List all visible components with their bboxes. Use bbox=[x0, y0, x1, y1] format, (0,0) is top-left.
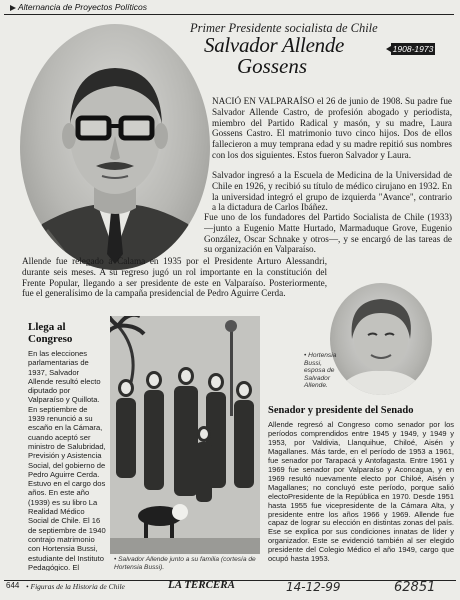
bio-paragraph-2 bbox=[212, 170, 452, 214]
bio-paragraph-4 bbox=[22, 256, 327, 312]
subtitle: Primer Presidente socialista de Chile bbox=[190, 21, 378, 35]
portrait-salvador-allende bbox=[20, 24, 210, 270]
years-badge: 1908-1973 bbox=[392, 44, 434, 54]
caption-hortensia: • Hortensia Bussi, esposa de Salvador Allende. bbox=[304, 352, 337, 390]
senado-body: Allende regresó al Congreso como senador por los períodos comprendidos entre 1945 y 1949, y 1949 y 1953, por Valdivia, Llanquihue, Chiloé, Aisén y Magallanes. Más tarde, en el período de 1953 a 1961, fue senador por Tarapacá y Antofagasta. Entre 1961 y 1969 fue senador por Valparaíso y Aconcagua, y en 1969 resultó nuevamente electo por Chiloé, Aisén y Magallanes; no concluyó este período, porque salió electoPresidente de la República en 1970. Desde 1951 hasta 1955 fue vicepresidente de la Cámara Alta, y presidente entre los años 1966 y 1969. Allende fue capaz de lograr su elección en distintas zonas del país. Ese se explica por sus condiciones innatas de líder y organizador. Este se evidenció también al ser elegido presidente del Colegio Médico el año 1949, cargo que ocupó hasta 1953. bbox=[268, 421, 454, 564]
heading-congreso: Congreso bbox=[28, 333, 73, 345]
series-name: • Figuras de la Historia de Chile bbox=[26, 582, 125, 591]
handwritten-date: 14-12-99 bbox=[286, 580, 341, 594]
bio-text-3: Fue uno de los fundadores del Partido Socialista de Chile (1933) —junto a Eugenio Matte Hurtado, Marmaduque Grove, Eugenio González, Oscar Schnake y otros—, y se encargó de las tareas de su organización en Valparaíso. bbox=[204, 212, 452, 255]
section-title: Alternancia de Proyectos Políticos bbox=[18, 2, 147, 12]
bio-text-4: Allende fue relegado a Calama en 1935 por el Presidente Arturo Alessandri, durante seis meses. A su regreso jugó un rol importante en la constitución del Frente Popular, llegando a ser presidente de este en Valparaíso. Posteriormente, fue el generalísimo de la campaña presidencial de Pedro Aguirre Cerda. bbox=[22, 256, 327, 299]
name-line-2: Gossens bbox=[237, 54, 308, 78]
family-photo bbox=[110, 316, 260, 554]
section-header bbox=[4, 2, 454, 15]
bio-paragraph-1 bbox=[212, 96, 452, 162]
senado-text bbox=[268, 421, 454, 577]
bio-text-2: Salvador ingresó a la Escuela de Medicina de la Universidad de Chile en 1926, y recibió su título de médico cirujano en 1932. En la universidad integró el grupo de izquierda "Avance", contrario a la dictadura de Carlos Ibáñez. bbox=[212, 170, 452, 213]
page-number: 644 bbox=[6, 581, 20, 590]
triangle-bullet-icon bbox=[10, 5, 16, 11]
bio-paragraph-3 bbox=[204, 212, 452, 256]
bio-text-1: NACIÓ EN VALPARAÍSO el 26 de junio de 1908. Su padre fue Salvador Allende Castro, de profesión abogado y periodista, miembro del Partido Radical y masón, y su madre, Laura Gossens Castro. El matrimonio tuvo cinco hijos. Dos de ellos fallecieron a muy temprana edad y su madre repitió sus nombres con los dos siguientes. Estos fueron Salvador y Laura. bbox=[212, 96, 452, 160]
heading-senado: Senador y presidente del Senado bbox=[268, 405, 414, 416]
portrait-hortensia-bussi bbox=[330, 283, 432, 395]
handwritten-number: 62851 bbox=[394, 580, 436, 595]
newspaper-name: LA TERCERA bbox=[168, 579, 235, 591]
heading-llega-al: Llega al bbox=[28, 321, 66, 333]
congreso-text bbox=[28, 349, 106, 571]
caption-family: • Salvador Allende junto a su familia (cortesía de Hortensia Bussi). bbox=[114, 556, 256, 571]
congreso-body: En las elecciones parlamentarias de 1937, Salvador Allende resultó electo diputado por Valparaíso y Quillota. En septiembre de 1939 renunció a su escaño en la Cámara, cuando aceptó ser ministro de Salubridad, Previsión y Asistencia Social, del gobierno de Pedro Aguirre Cerda. Estuvo en el cargo dos años. En este año (1939) es su libro La Realidad Médico Social de Chile. El 16 de septiembre de 1940 contrajo matrimonio con Hortensia Bussi, estudiante del Instituto Pedagógico. El bbox=[28, 349, 106, 571]
name-line-1: Salvador Allende bbox=[204, 33, 345, 57]
